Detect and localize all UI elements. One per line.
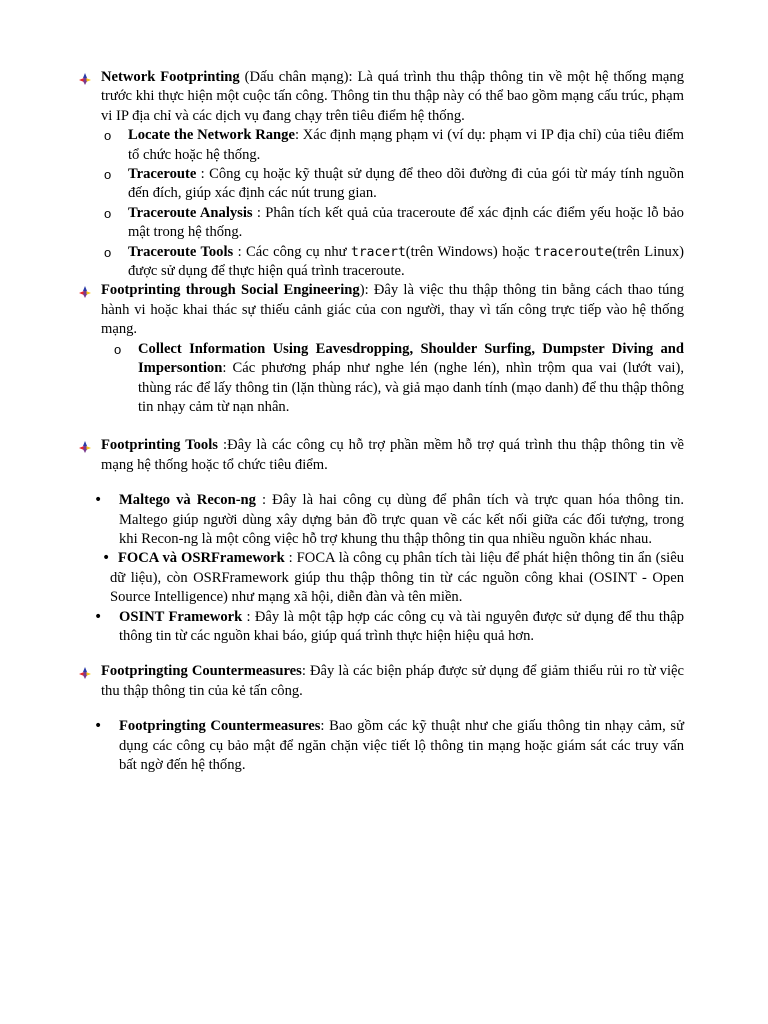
section-title: Footpringting Countermeasures xyxy=(101,663,302,680)
spacer xyxy=(0,646,768,662)
list-item xyxy=(0,717,768,775)
spacer xyxy=(0,417,768,436)
item-title: Traceroute Analysis xyxy=(128,204,253,221)
social-sub-list xyxy=(0,340,768,418)
section-social-engineering xyxy=(0,281,768,339)
list-marker: • xyxy=(94,718,103,735)
section-text: :Đây là các công cụ hỗ trợ phần mềm hỗ trợ quá trình thu thập thông tin về mạng hệ thống hoặc tổ chức tiêu điểm. xyxy=(101,437,684,473)
item-text-a: : Các công cụ như xyxy=(233,243,351,260)
inline-code: traceroute xyxy=(534,244,613,260)
item-text: : Đây là một tập hợp các công cụ và tài nguyên được sử dụng để thu thập thông tin từ các nguồn khai báo, giúp quá trình thực hiện hiệu quả hơn. xyxy=(119,608,684,644)
section-paragraph xyxy=(101,662,684,701)
list-marker: • xyxy=(94,492,103,509)
item-title: Collect Information Using Eavesdropping, Shoulder Surfing, Dumpster Diving and Impersontion xyxy=(138,340,684,377)
item-text: : Các phương pháp như nghe lén (nghe lén), nhìn trộm qua vai (lướt vai), thùng rác để lấy thông tin (lặn thùng rác), và giả mạo danh tính (mạo danh) để thu thập thông tin nhạy cảm từ nạn nhân. xyxy=(138,360,684,415)
item-text: : FOCA là công cụ phân tích tài liệu để phát hiện thông tin ẩn (siêu dữ liệu), còn OSRFramework giúp thu thập thông tin từ các nguồn công khai (OSINT - Open Source Intelligence) như mạng xã hội, diễn đàn và tên miền. xyxy=(110,550,684,606)
section-text: (Dấu chân mạng): Là quá trình thu thập thông tin về một hệ thống mạng trước khi thực hiện một cuộc tấn công. Thông tin thu thập này có thể bao gồm mạng cấu trúc, phạm vi IP địa chỉ và các dịch vụ đang chạy trên tiêu điểm hệ thống. xyxy=(101,69,684,124)
item-text: : Phân tích kết quả của traceroute để xác định các điểm yếu hoặc lỗ bảo mật trong hệ thống. xyxy=(128,204,684,241)
list-item xyxy=(0,608,768,647)
inline-code: tracert xyxy=(351,244,406,260)
item-title: Locate the Network Range xyxy=(128,127,295,144)
section-countermeasures xyxy=(0,662,768,701)
item-title: Maltego và Recon-ng xyxy=(119,492,256,509)
list-marker: • xyxy=(102,550,111,567)
list-item xyxy=(0,243,768,282)
list-item xyxy=(0,204,768,243)
list-item xyxy=(0,165,768,204)
section-title: Network Footprinting xyxy=(101,69,240,85)
section-title: Footprinting through Social Engineering xyxy=(101,282,360,299)
item-title: FOCA và OSRFramework xyxy=(118,550,285,567)
section-network-footprinting xyxy=(0,68,768,126)
section-footprinting-tools xyxy=(0,436,768,475)
item-title: Traceroute xyxy=(128,166,197,183)
section-paragraph xyxy=(101,68,684,126)
list-marker: o xyxy=(104,205,112,221)
list-marker: o xyxy=(114,341,122,357)
item-title: OSINT Framework xyxy=(119,608,243,625)
item-text-c: (trên Linux) được sử dụng để thực hiện quá trình traceroute. xyxy=(128,243,684,280)
document-page xyxy=(0,68,768,775)
list-marker: • xyxy=(94,608,103,625)
spacer xyxy=(0,701,768,717)
item-text: : Công cụ hoặc kỹ thuật sử dụng để theo dõi đường đi của gói từ máy tính nguồn đến đích, giúp xác định các nút trung gian. xyxy=(128,166,684,202)
section-paragraph xyxy=(101,436,684,475)
item-text: : Đây là hai công cụ dùng để phân tích và trực quan hóa thông tin. Maltego giúp người dùng xây dựng bản đồ trực quan về các kết nối giữa các đối tượng, trong khi Recon-ng là một công việc hỗ trợ khung thu thập thông tin qua nhiều nguồn khác nhau. xyxy=(119,492,684,547)
list-marker: o xyxy=(104,128,112,144)
spacer xyxy=(0,475,768,491)
section-paragraph xyxy=(101,281,684,339)
list-item xyxy=(0,491,768,549)
section-title: Footprinting Tools xyxy=(101,437,218,454)
section-text: ): Đây là việc thu thập thông tin bằng cách thao túng hành vi hoặc khai thác sự thiếu cảnh giác của con người, thay vì tấn công trực tiếp vào hệ thống mạng. xyxy=(101,282,685,338)
four-color-arrow-bullet-icon xyxy=(78,285,92,299)
item-title: Footpringting Countermeasures xyxy=(119,718,321,735)
countermeasures-list xyxy=(0,717,768,775)
tools-list xyxy=(0,491,768,646)
list-item xyxy=(0,340,768,418)
list-marker: o xyxy=(104,244,112,260)
item-title: Traceroute Tools xyxy=(128,243,234,260)
item-text-b: (trên Windows) hoặc xyxy=(405,243,535,260)
four-color-arrow-bullet-icon xyxy=(78,666,92,680)
item-text: : Bao gồm các kỹ thuật như che giấu thông tin nhạy cảm, sử dụng các công cụ bảo mật để ngăn chặn việc tiết lộ thông tin mạng hoặc giám sát các truy vấn bất ngờ đến hệ thống. xyxy=(119,718,684,773)
network-sub-list xyxy=(0,126,768,281)
list-item xyxy=(0,126,768,165)
list-marker: o xyxy=(104,167,112,183)
list-item xyxy=(0,549,768,607)
section-text: : Đây là các biện pháp được sử dụng để giảm thiểu rủi ro từ việc thu thập thông tin của kẻ tấn công. xyxy=(101,663,684,699)
four-color-arrow-bullet-icon xyxy=(78,440,92,454)
item-text: : Xác định mạng phạm vi (ví dụ: phạm vi IP địa chỉ) của tiêu điểm tổ chức hoặc hệ thống. xyxy=(128,127,685,163)
four-color-arrow-bullet-icon xyxy=(78,72,92,86)
